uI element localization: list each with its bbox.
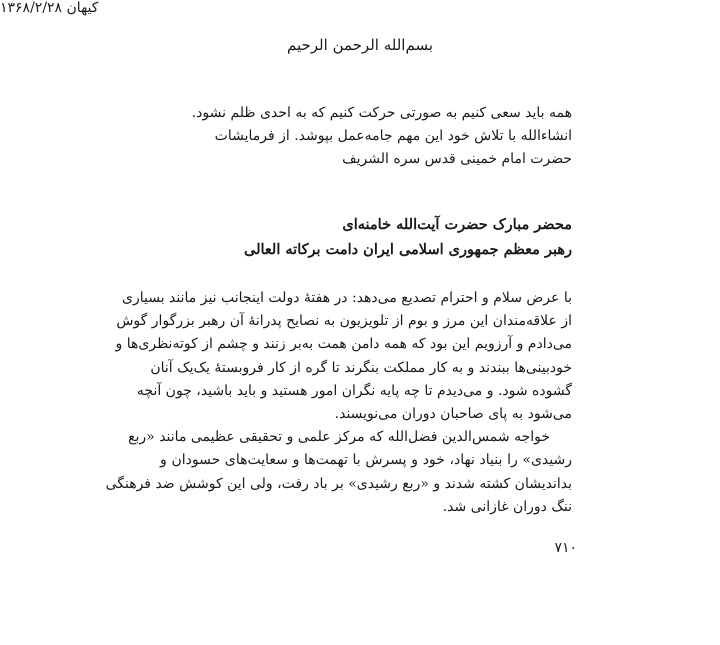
body-line: می‌شود به پای صاحبان دوران می‌نویسند.	[334, 406, 572, 423]
body-line: از علاقه‌مندان این مرز و بوم از تلویزیون به نصایح پدرانهٔ آن رهبر بزرگوار گوش	[116, 313, 572, 330]
address-line-1: محضر مبارک حضرت آیت‌الله خامنه‌ای	[342, 216, 572, 233]
body-line: گشوده شود. و می‌دیدم تا چه پایه نگران امور هستید و باید باشید، چون آنچه	[136, 382, 572, 399]
address-line-2: رهبر معظم جمهوری اسلامی ایران دامت برکاته العالی	[244, 241, 572, 258]
body-line: با عرض سلام و احترام تصدیع می‌دهد: در هفتهٔ دولت اینجانب نیز مانند بسیاری	[122, 290, 572, 306]
body-line: رشیدی» را بنیاد نهاد، خود و پسرش با تهمت‌ها و سعایت‌های حسودان و	[160, 452, 572, 469]
page-number: ۷۱۰	[554, 540, 577, 556]
body-line: بداندیشان کشته شدند و «ربع رشیدی» بر باد رفت، ولی این کوشش ضد فرهنگی	[105, 475, 572, 492]
letter-body	[105, 287, 572, 519]
epigraph-quote	[160, 102, 572, 171]
letter-address	[160, 212, 572, 262]
quote-line: انشاءالله با تلاش خود این مهم جامه‌عمل بپوشد. از فرمایشات	[214, 128, 572, 144]
quote-line: همه باید سعی کنیم به صورتی حرکت کنیم که به احدی ظلم نشود.	[191, 105, 572, 121]
body-line: خودبینی‌ها ببندند و به کار مملکت بنگرند تا گره از کار فروبستهٔ یک‌یک آنان	[150, 359, 572, 376]
quote-source-text: کیهان ۱۳۶۸/۲/۲۸	[0, 0, 99, 16]
body-line: می‌دادم و آرزویم این بود که همه دامن همت به‌بر زنند و چشم از کوته‌نظری‌ها و	[115, 336, 572, 353]
body-line: خواجه شمس‌الدین فضل‌الله که مرکز علمی و تحقیقی عظیمی مانند «ربع	[128, 429, 550, 446]
quote-line: حضرت امام خمینی قدس سره الشریف	[342, 151, 572, 167]
basmala-heading: بسم‌الله الرحمن الرحیم	[287, 36, 433, 54]
quote-source	[0, 0, 412, 16]
body-line: ننگ دوران غازانی شد.	[442, 498, 572, 515]
